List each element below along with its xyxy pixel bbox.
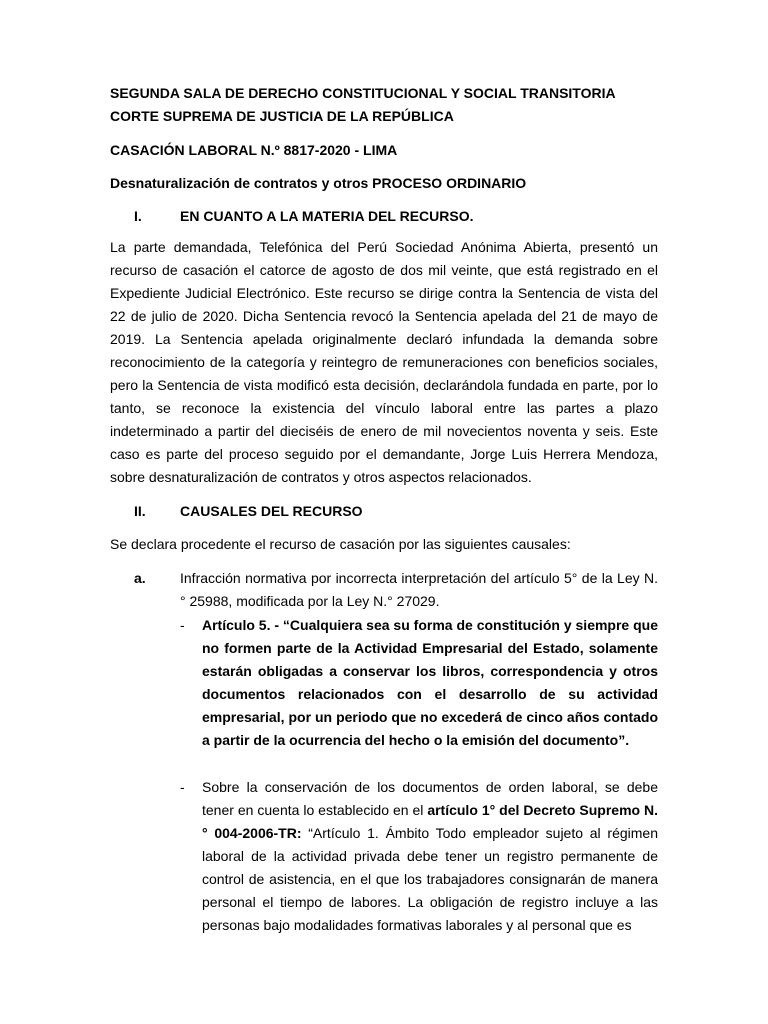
bullet-2-text-before: Sobre la conservación de los documentos de orden laboral, se debe tener en cuenta lo establecido en el — [202, 779, 658, 818]
section1-body: La parte demandada, Telefónica del Perú Sociedad Anónima Abierta, presentó un recurso de casación el catorce de agosto de dos mil veinte, que está registrado en el Expediente Judicial Electrónico. Este recurso se dirige contra la Sentencia de vista del 22 de julio de 2020. Dicha Sentencia revocó la Sentencia apelada del 21 de mayo de 2019. La Sentencia apelada originalmente declaró infundada la demanda sobre reconocimiento de la categoría y reintegro de remuneraciones con beneficios sociales, pero la Sentencia de vista modificó esta decisión, declarándola fundada en parte, por lo tanto, se reconoce la existencia del vínculo laboral entre las partes a plazo indeterminado a partir del dieciséis de enero de mil novecientos noventa y seis. Este caso es parte del proceso seguido por el demandante, Jorge Luis Herrera Mendoza, sobre desnaturalización de contratos y otros aspectos relacionados. — [110, 239, 658, 485]
case-subject: Desnaturalización de contratos y otros PROCESO ORDINARIO — [110, 175, 527, 191]
court-name-line1: SEGUNDA SALA DE DERECHO CONSTITUCIONAL Y SOCIAL TRANSITORIA — [110, 85, 616, 101]
court-name-line2: CORTE SUPREMA DE JUSTICIA DE LA REPÚBLICA — [110, 108, 454, 124]
bullet-1-dash: - — [180, 617, 185, 633]
item-a-text: Infracción normativa por incorrecta interpretación del artículo 5° de la Ley N.° 25988, modificada por la Ley N.° 27029. — [180, 570, 658, 609]
section1-title: EN CUANTO A LA MATERIA DEL RECURSO. — [180, 208, 474, 224]
section2-intro: Se declara procedente el recurso de casación por las siguientes causales: — [110, 536, 571, 552]
case-number: CASACIÓN LABORAL N.º 8817-2020 - LIMA — [110, 142, 398, 158]
bullet-1-text: Artículo 5. - “Cualquiera sea su forma de constitución y siempre que no formen parte de la Actividad Empresarial del Estado, solamente estarán obligadas a conservar los libros, correspondencia y otros documentos relacionados con el desarrollo de su actividad empresarial, por un periodo que no excederá de cinco años contado a partir de la ocurrencia del hecho o la emisión del documento”. — [202, 617, 658, 748]
section1-numeral: I. — [134, 208, 142, 224]
bullet-2-dash: - — [180, 779, 185, 795]
bullet-2-text — [202, 776, 658, 937]
bullet-2-text-after: “Artículo 1. Ámbito Todo empleador sujeto al régimen laboral de la actividad privada debe tener un registro permanente de control de asistencia, en el que los trabajadores consignarán de manera personal el tiempo de labores. La obligación de registro incluye a las personas bajo modalidades formativas laborales y al personal que es — [202, 825, 658, 933]
section2-title: CAUSALES DEL RECURSO — [180, 503, 363, 519]
bullet-2-decree-reference: artículo 1° del Decreto Supremo N.° 004-2006-TR: — [202, 802, 659, 841]
item-a-letter: a. — [134, 570, 146, 586]
section2-numeral: II. — [134, 503, 146, 519]
